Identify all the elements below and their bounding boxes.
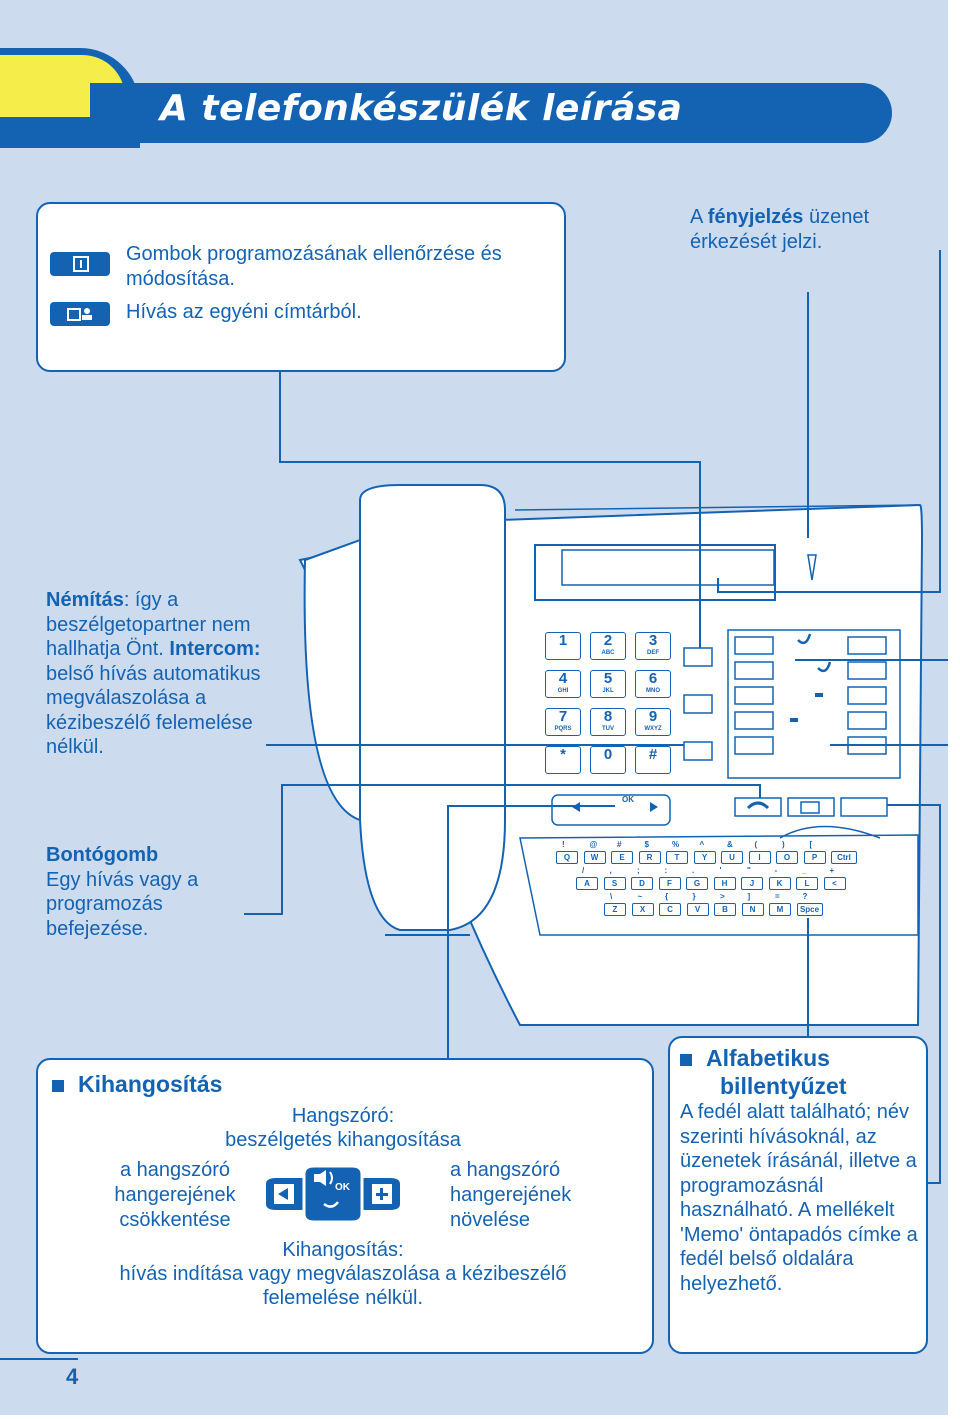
kbd-symbol: ) — [782, 840, 785, 849]
volume-button-illustration — [258, 1160, 408, 1230]
page-number-rule — [0, 1358, 78, 1360]
kbd-symbol: ! — [562, 840, 565, 849]
kbd-symbol: ] — [747, 892, 751, 901]
release-key-note: Bontógomb Egy hívás vagy a programozás befejezése. — [46, 844, 199, 940]
keypad-key — [590, 670, 626, 698]
kbd-symbol: [ — [809, 840, 813, 849]
keypad-key — [635, 670, 671, 698]
kbd-symbol: % — [672, 840, 680, 849]
kbd-key: R — [639, 851, 661, 864]
keypad-letters: DEF — [647, 650, 659, 656]
keypad-key — [590, 632, 626, 660]
page-title: A telefonkészülék leírása — [160, 88, 683, 129]
keypad-digit: 7 — [558, 708, 568, 725]
page-number: 4 — [66, 1364, 79, 1389]
decrease-label: a hangszóró hangerejének csökkentése — [114, 1159, 236, 1231]
keyboard-text: A fedél alatt található; név szerinti hívásoknál, az üzenetek írásánál, illetve a programozásnál használható. A mellékelt 'Memo' öntapadós címke a fedél belső oldalára helyezhető. — [680, 1101, 918, 1295]
handsfree-bottom-2: hívás indítása vagy megválaszolása a kézibeszélő — [119, 1263, 567, 1285]
kbd-key: D — [631, 877, 653, 890]
kbd-key: X — [632, 903, 654, 916]
keypad-letters: ABC — [601, 650, 615, 656]
directory-text: Hívás az egyéni címtárból. — [126, 301, 362, 323]
kbd-key: A — [576, 877, 598, 890]
kbd-key: P — [804, 851, 826, 864]
kbd-key: J — [741, 877, 763, 890]
keypad-digit: 8 — [603, 708, 613, 725]
kbd-key: Z — [604, 903, 626, 916]
handsfree-box — [36, 1058, 654, 1354]
keypad-digit: 6 — [648, 670, 658, 687]
kbd-key: Q — [556, 851, 578, 864]
keypad-letters: TUV — [602, 726, 614, 732]
kbd-symbol: ( — [754, 840, 758, 849]
handsfree-bottom-1: Kihangosítás: — [282, 1239, 404, 1261]
kbd-symbol: \ — [610, 892, 613, 901]
kbd-symbol: & — [727, 840, 733, 849]
keypad-key — [545, 708, 581, 736]
kbd-symbol: @ — [589, 840, 598, 849]
kbd-symbol: _ — [802, 866, 807, 875]
handsfree-heading: Kihangosítás — [52, 1072, 222, 1097]
keypad-key — [635, 708, 671, 736]
keypad-key — [545, 632, 581, 660]
kbd-key: K — [769, 877, 791, 890]
kbd-symbol: ' — [719, 866, 722, 875]
kbd-symbol: # — [617, 840, 622, 849]
info-button-text: Gombok programozásának ellenőrzése és módosítása. — [126, 243, 502, 290]
kbd-key: T — [666, 851, 688, 864]
kbd-symbol: $ — [644, 840, 649, 849]
kbd-symbol: > — [720, 892, 725, 901]
kbd-symbol: ^ — [699, 840, 705, 849]
keyboard-box — [668, 1036, 928, 1354]
keypad-letters: JKL — [602, 688, 614, 694]
bullet-icon — [680, 1054, 692, 1066]
kbd-symbol: ~ — [637, 892, 643, 901]
kbd-key: B — [714, 903, 736, 916]
handsfree-bottom-3: felemelése nélkül. — [262, 1287, 424, 1309]
keypad-key — [635, 746, 671, 774]
keypad-key — [545, 746, 581, 774]
keypad-digit: 1 — [558, 632, 568, 649]
keypad-digit: 9 — [648, 708, 658, 725]
kbd-key: C — [659, 903, 681, 916]
kbd-key: E — [611, 851, 633, 864]
kbd-symbol: ? — [802, 892, 808, 901]
keypad-letters: MNO — [646, 688, 660, 694]
kbd-key: V — [687, 903, 709, 916]
alpha-keyboard — [556, 840, 896, 923]
kbd-key: G — [686, 877, 708, 890]
handsfree-ok-label: OK — [335, 1182, 350, 1193]
kbd-key: U — [721, 851, 743, 864]
kbd-key: O — [776, 851, 798, 864]
keypad-key — [635, 632, 671, 660]
speaker-label-1: Hangszóró: — [291, 1105, 395, 1127]
kbd-symbol: : — [664, 866, 668, 875]
kbd-symbol: , — [609, 866, 612, 875]
kbd-key: Spce — [797, 903, 823, 916]
increase-label: a hangszóró hangerejének növelése — [450, 1159, 572, 1231]
keypad-digit: 3 — [648, 632, 658, 649]
keypad-key — [590, 746, 626, 774]
kbd-symbol: } — [692, 892, 696, 901]
dial-keypad — [545, 632, 680, 778]
kbd-symbol: - — [774, 866, 778, 875]
kbd-key: L — [796, 877, 818, 890]
kbd-key: < — [824, 877, 846, 890]
volume-ok-label: OK — [622, 795, 634, 804]
kbd-symbol: " — [747, 866, 751, 875]
kbd-symbol: ; — [637, 866, 640, 875]
keypad-digit: 4 — [558, 670, 568, 687]
speaker-label-2: beszélgetés kihangosítása — [225, 1129, 461, 1151]
kbd-symbol: = — [775, 892, 780, 901]
kbd-key: W — [584, 851, 606, 864]
keyboard-heading: Alfabetikus billentyűzet — [680, 1044, 847, 1100]
mute-intercom-note: Némítás: így a beszélgetopartner nem hallhatja Önt. Intercom: belső hívás automatikus megválaszolása a kézibeszélő felemelése nélkül. — [46, 589, 261, 758]
kbd-symbol: / — [582, 866, 585, 875]
light-signal-note: A fényjelzés üzenet érkezését jelzi. — [690, 206, 870, 253]
kbd-symbol: + — [829, 866, 835, 875]
kbd-key: F — [659, 877, 681, 890]
kbd-key: H — [714, 877, 736, 890]
keypad-letters: PQRS — [554, 726, 572, 732]
keypad-digit: # — [648, 746, 658, 763]
keypad-digit: 5 — [603, 670, 613, 687]
keypad-letters: GHI — [557, 688, 569, 694]
kbd-key: M — [769, 903, 791, 916]
keypad-key — [590, 708, 626, 736]
kbd-key: Y — [694, 851, 716, 864]
keypad-digit: 0 — [603, 746, 613, 763]
kbd-key: Ctrl — [831, 851, 857, 864]
keypad-key — [545, 670, 581, 698]
kbd-key: N — [742, 903, 764, 916]
keypad-letters: WXYZ — [644, 726, 662, 732]
kbd-symbol: . — [692, 866, 695, 875]
kbd-key: I — [749, 851, 771, 864]
keypad-digit: 2 — [603, 632, 613, 649]
kbd-key: S — [604, 877, 626, 890]
keypad-digit: * — [560, 746, 566, 763]
kbd-symbol: { — [665, 892, 669, 901]
bullet-icon — [52, 1080, 64, 1092]
